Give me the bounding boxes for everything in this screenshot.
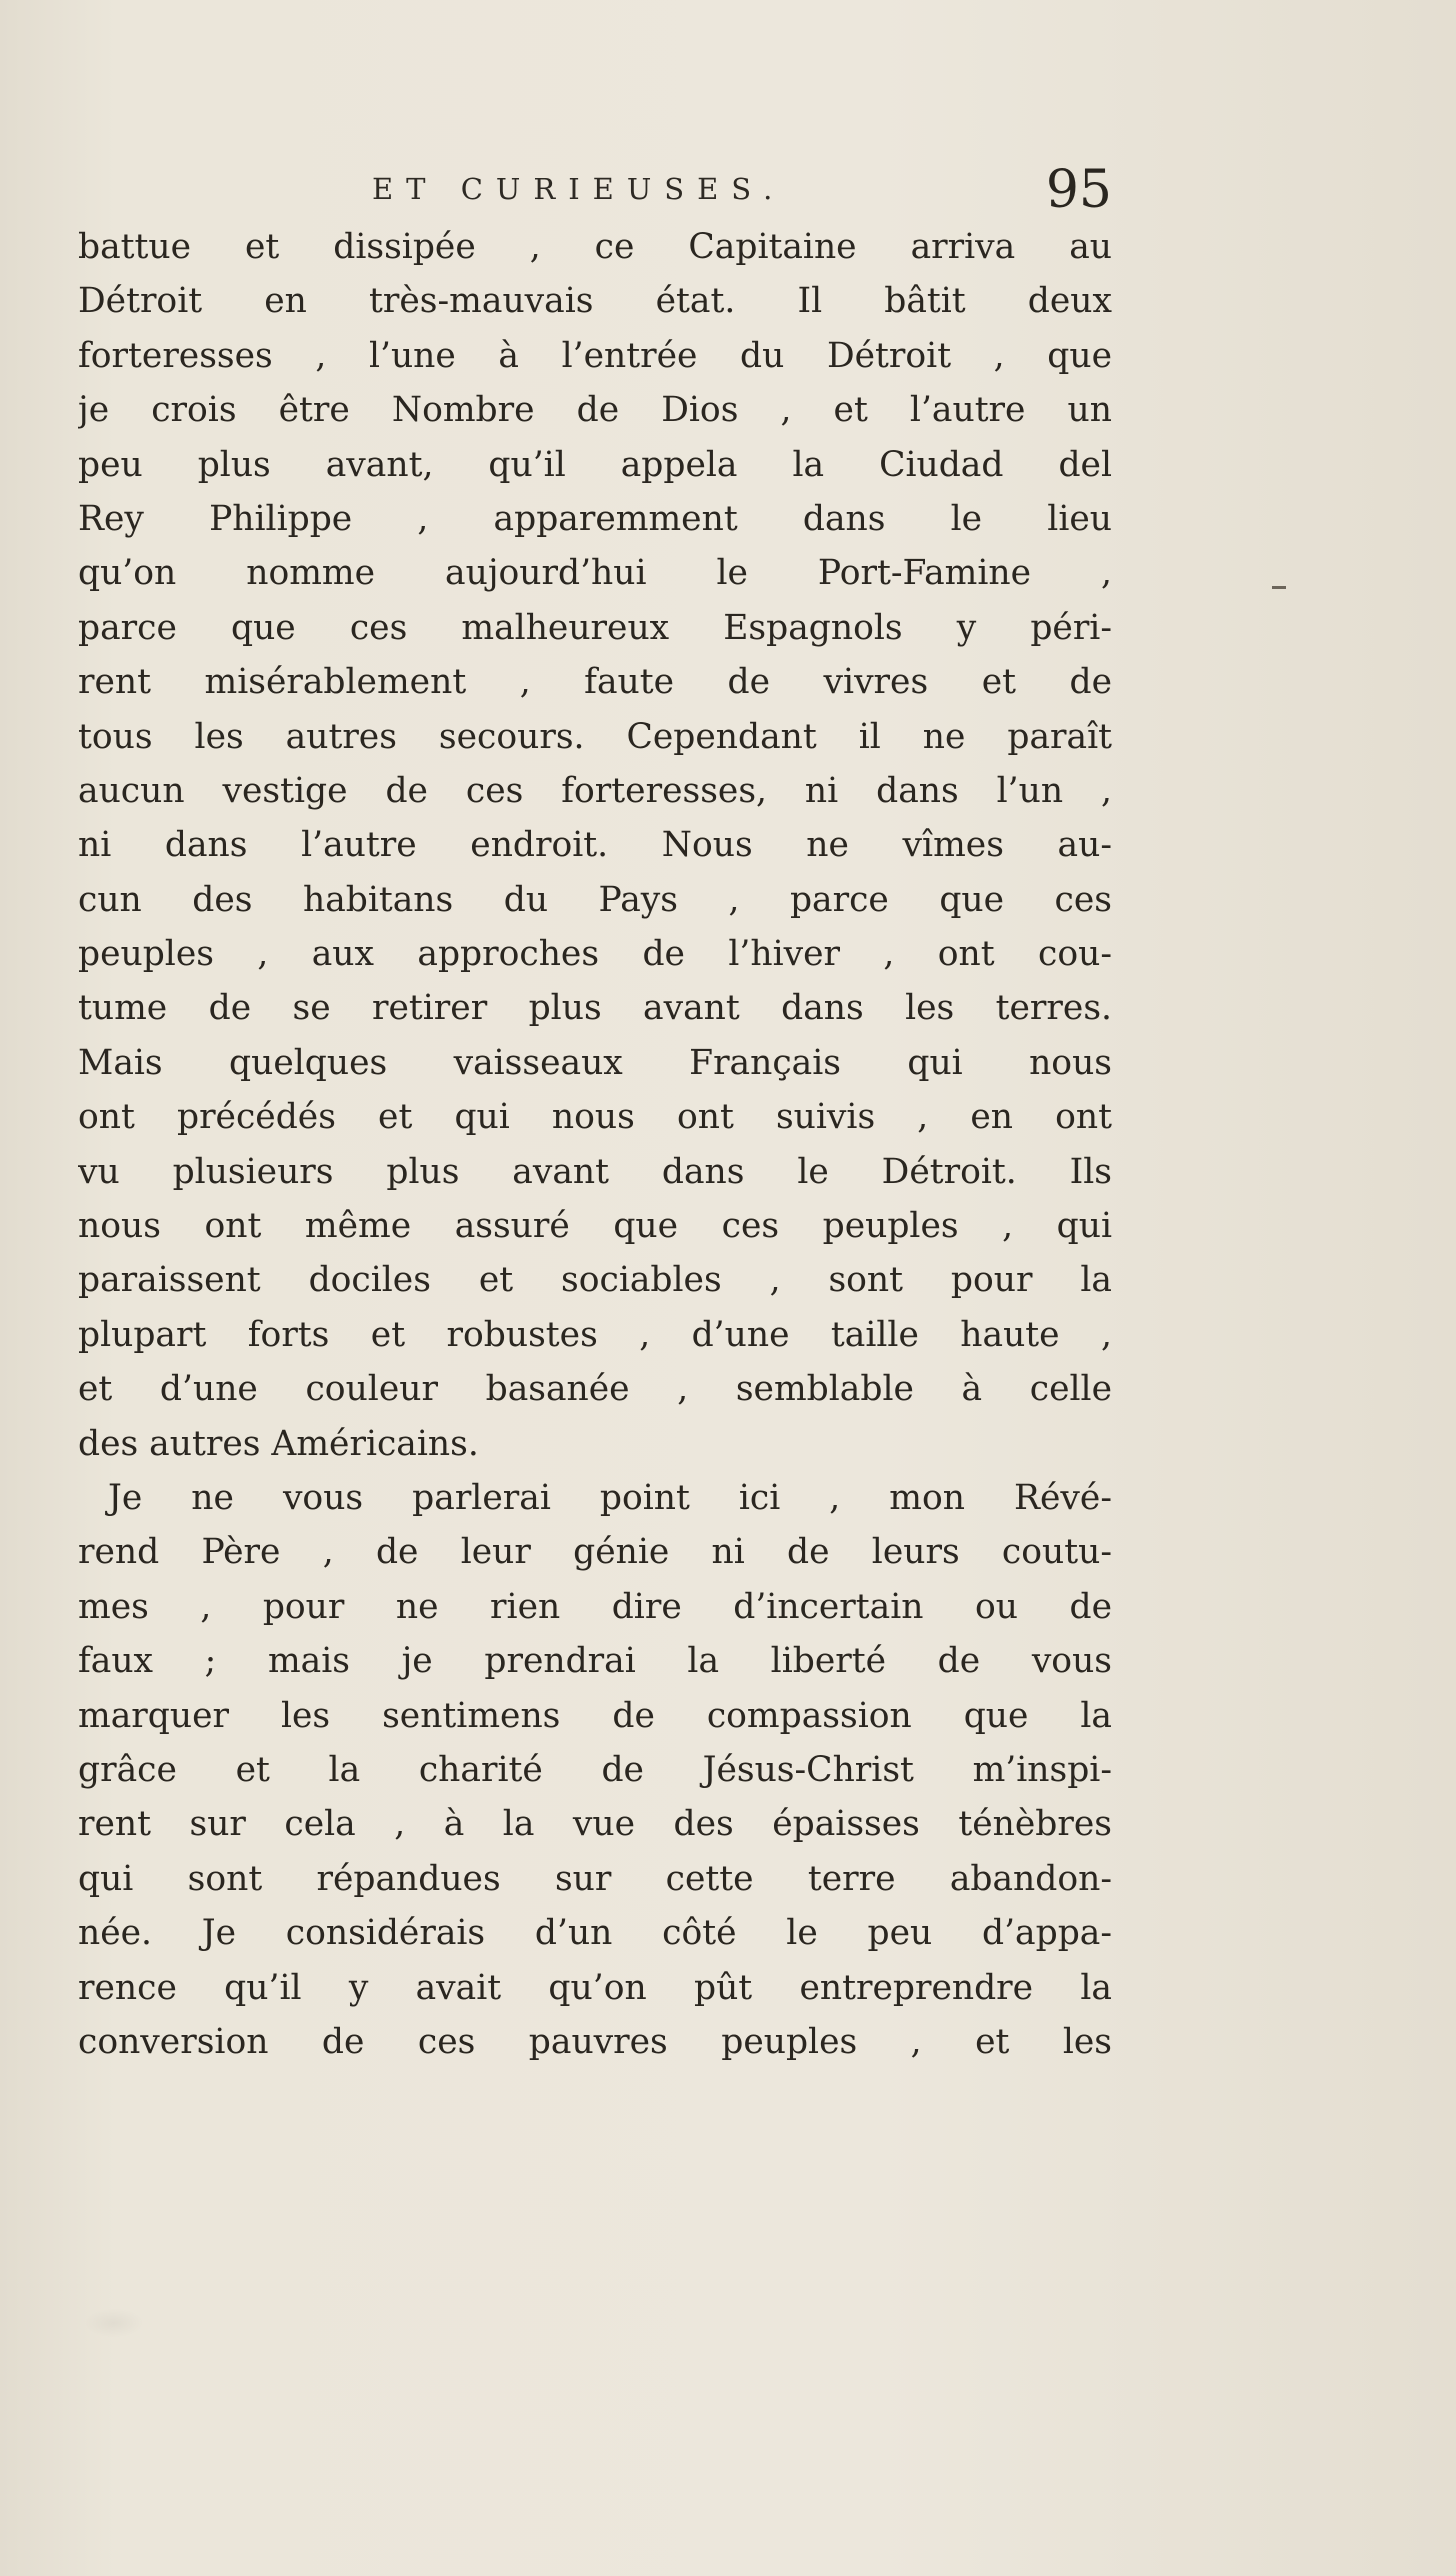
text-line: cun des habitans du Pays , parce que ces bbox=[78, 879, 1112, 920]
text-line: marquer les sentimens de compassion que la bbox=[78, 1695, 1112, 1736]
text-line: rent sur cela , à la vue des épaisses ténèbres bbox=[78, 1804, 1112, 1845]
text-line: rend Père , de leur génie ni de leurs coutu- bbox=[78, 1532, 1112, 1573]
text-line: grâce et la charité de Jésus-Christ m’inspi- bbox=[78, 1749, 1112, 1790]
text-line: rence qu’il y avait qu’on pût entreprendre la bbox=[78, 1967, 1112, 2008]
text-line: plupart forts et robustes , d’une taille haute , bbox=[78, 1314, 1112, 1355]
text-line: battue et dissipée , ce Capitaine arriva au bbox=[78, 227, 1112, 267]
text-line: nous ont même assuré que ces peuples , qui bbox=[78, 1206, 1112, 1247]
text-line: qu’on nomme aujourd’hui le Port-Famine , bbox=[78, 553, 1112, 594]
text-line: je crois être Nombre de Dios , et l’autre un bbox=[78, 390, 1112, 431]
margin-mark bbox=[1272, 586, 1286, 589]
page-number: 95 bbox=[1045, 160, 1112, 220]
running-head: ET CURIEUSES. bbox=[372, 172, 786, 206]
body-text bbox=[78, 220, 1112, 2069]
text-line: faux ; mais je prendrai la liberté de vous bbox=[78, 1641, 1112, 1682]
paper-smudge bbox=[84, 2308, 144, 2338]
text-line-paragraph-start: Je ne vous parlerai point ici , mon Révé- bbox=[108, 1477, 1112, 1518]
text-line: qui sont répandues sur cette terre abandon- bbox=[78, 1858, 1112, 1899]
text-line: peu plus avant, qu’il appela la Ciudad del bbox=[78, 444, 1112, 485]
text-line: mes , pour ne rien dire d’incertain ou de bbox=[78, 1586, 1112, 1627]
text-line: Mais quelques vaisseaux Français qui nous bbox=[78, 1042, 1112, 1083]
text-line: née. Je considérais d’un côté le peu d’appa- bbox=[78, 1913, 1112, 1954]
text-line: aucun vestige de ces forteresses, ni dans l’un , bbox=[78, 770, 1112, 811]
text-line: et d’une couleur basanée , semblable à celle bbox=[78, 1369, 1112, 1410]
text-line: tous les autres secours. Cependant il ne paraît bbox=[78, 716, 1112, 757]
text-line: vu plusieurs plus avant dans le Détroit. Ils bbox=[78, 1151, 1112, 1192]
text-line: rent misérablement , faute de vivres et de bbox=[78, 662, 1112, 703]
text-line: tume de se retirer plus avant dans les terres. bbox=[78, 988, 1112, 1029]
text-line: parce que ces malheureux Espagnols y péri- bbox=[78, 607, 1112, 648]
page-header bbox=[372, 160, 1112, 228]
text-line: conversion de ces pauvres peuples , et les bbox=[78, 2021, 1112, 2062]
text-line: Détroit en très-mauvais état. Il bâtit deux bbox=[78, 281, 1112, 322]
text-line: peuples , aux approches de l’hiver , ont cou- bbox=[78, 934, 1112, 975]
text-line-paragraph-end: des autres Américains. bbox=[78, 1423, 479, 1464]
text-line: Rey Philippe , apparemment dans le lieu bbox=[78, 498, 1112, 539]
text-line: ni dans l’autre endroit. Nous ne vîmes au- bbox=[78, 825, 1112, 866]
text-line: ont précédés et qui nous ont suivis , en ont bbox=[78, 1097, 1112, 1138]
text-line: forteresses , l’une à l’entrée du Détroit , que bbox=[78, 335, 1112, 376]
text-line: paraissent dociles et sociables , sont pour la bbox=[78, 1260, 1112, 1301]
